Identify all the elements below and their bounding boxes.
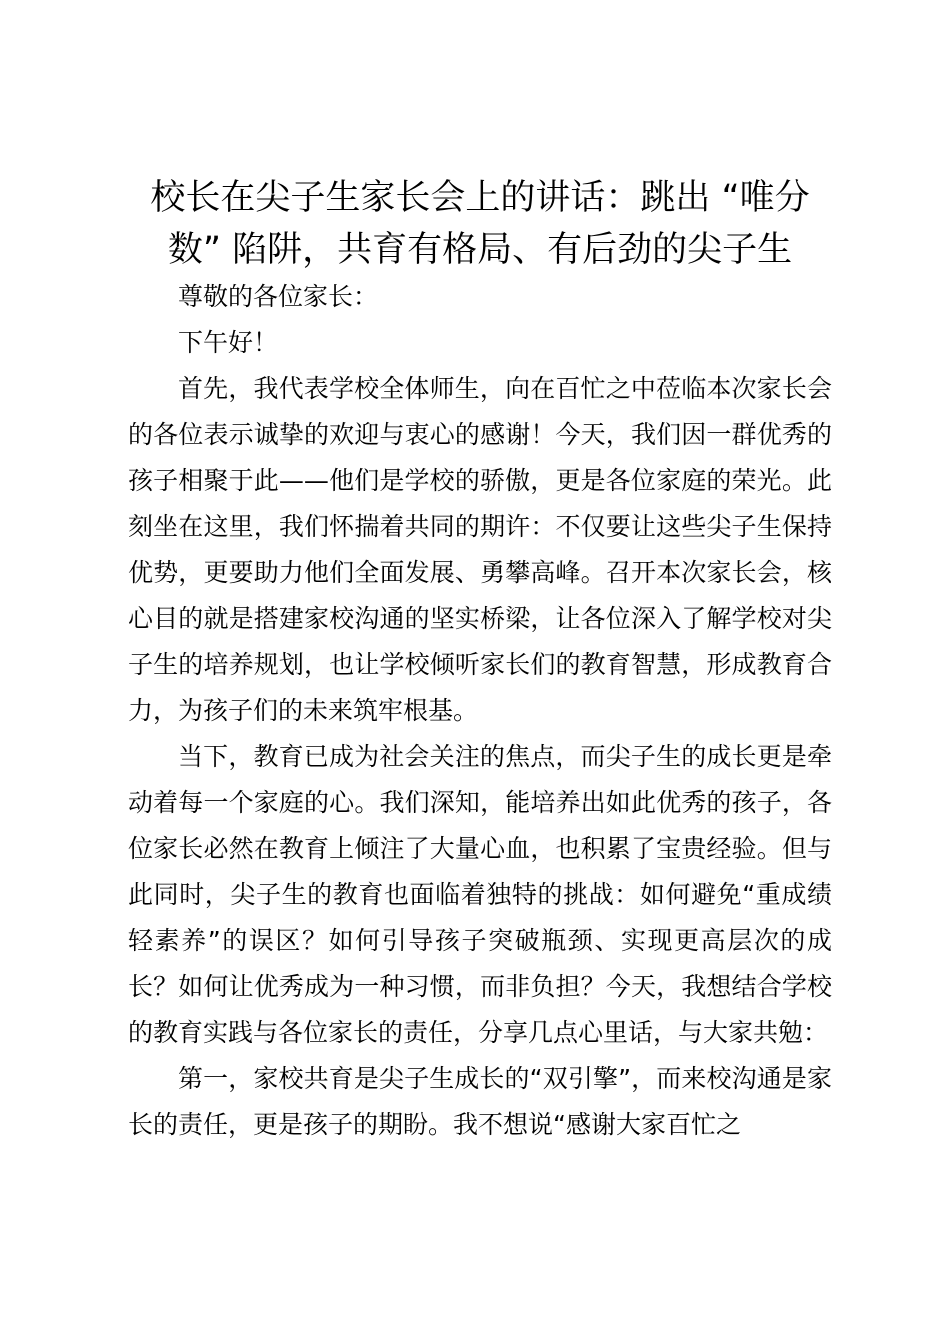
document-title: 校长在尖子生家长会上的讲话：跳出 “唯分数” 陷阱，共育有格局、有后劲的尖子生 [150, 178, 810, 270]
greeting-paragraph: 下午好！ [178, 328, 279, 357]
body-paragraph: 首先，我代表学校全体师生，向在百忙之中莅临本次家长会的各位表示诚挚的欢迎与衷心的感谢！今天，我们因一群优秀的孩子相聚于此——他们是学校的骄傲，更是各位家庭的荣光。此刻坐在这里，我们怀揣着共同的期许：不仅要让这些尖子生保持优势，更要助力他们全面发展、勇攀高峰。召开本次家长会，核心目的就是搭建家校沟通的坚实桥梁，让各位深入了解学校对尖子生的培养规划，也让学校倾听家长们的教育智慧，形成教育合力，为孩子们的未来筑牢根基。 [128, 374, 832, 725]
salutation-paragraph: 尊敬的各位家长： [178, 282, 379, 311]
document-body [128, 274, 832, 1148]
body-paragraph: 当下，教育已成为社会关注的焦点，而尖子生的成长更是牵动着每一个家庭的心。我们深知，能培养出如此优秀的孩子，各位家长必然在教育上倾注了大量心血，也积累了宝贵经验。但与此同时，尖子生的教育也面临着独特的挑战：如何避免“重成绩轻素养”的误区？如何引导孩子突破瓶颈、实现更高层次的成长？如何让优秀成为一种习惯，而非负担？今天，我想结合学校的教育实践与各位家长的责任，分享几点心里话，与大家共勉： [128, 742, 832, 1047]
body-paragraph: 第一，家校共育是尖子生成长的“双引擎”，而来校沟通是家长的责任，更是孩子的期盼。我不想说“感谢大家百忙之 [128, 1064, 832, 1139]
